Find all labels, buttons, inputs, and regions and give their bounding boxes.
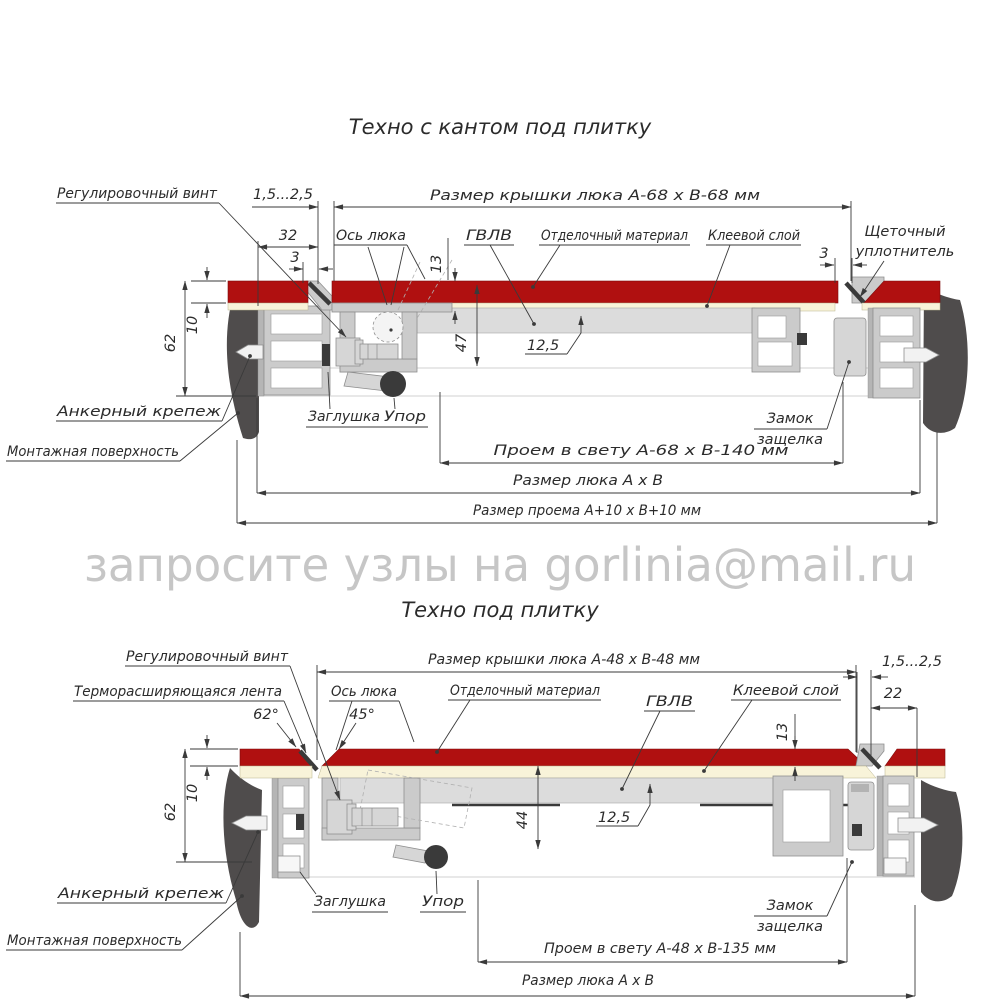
d1-dim-3-right-label: 3 xyxy=(819,246,829,262)
diagram2-title: Техно под плитку xyxy=(401,598,599,622)
diagram2-drawing xyxy=(0,630,1000,1000)
stop-roller xyxy=(380,371,406,397)
mounting-surface-right-2 xyxy=(921,780,962,901)
d1-dim-47-label: 47 xyxy=(454,333,470,353)
d2-dim-62-label: 62 xyxy=(163,802,179,822)
plug-cap-right xyxy=(884,858,906,874)
d1-plug-label: Заглушка xyxy=(308,409,380,425)
d1-adhesive-layer-label: Клеевой слой xyxy=(708,228,800,244)
diagram1-drawing xyxy=(0,170,1000,540)
latch-block-2 xyxy=(848,782,874,850)
watermark: запросите узлы на gorlinia@mail.ru xyxy=(83,538,917,592)
d2-lock-callout xyxy=(754,862,852,935)
d2-clear-opening-label: Проем в свету А-48 х В-135 мм xyxy=(544,941,777,957)
d1-mounting-surface-label: Монтажная поверхность xyxy=(7,444,179,460)
d1-hatch-axis-label: Ось люка xyxy=(336,228,406,244)
d1-lock-label-2: защелка xyxy=(756,432,824,448)
d1-lock-label-1: Замок xyxy=(766,411,814,427)
d2-angle-62 xyxy=(253,707,296,747)
latch-side-bracket-2 xyxy=(856,744,884,768)
outer-frame-left xyxy=(258,306,330,396)
d2-anchor-label: Анкерный крепеж xyxy=(56,886,224,902)
d1-hatch-size-label: Размер люка А х В xyxy=(513,473,664,489)
latch-block xyxy=(834,318,866,376)
d2-finishing-material-callout xyxy=(437,683,601,752)
d1-brush-seal-label-1: Щеточный xyxy=(864,224,946,240)
d2-adjusting-screw-label: Регулировочный винт xyxy=(126,649,289,665)
d2-mounting-surface-label: Монтажная поверхность xyxy=(7,933,182,949)
d2-lid-size-label: Размер крышки люка А-48 х В-48 мм xyxy=(428,652,701,668)
plug-cap-left xyxy=(278,856,300,872)
tile-right-2 xyxy=(885,749,945,766)
gvl-panel xyxy=(417,308,755,333)
latch-keeper xyxy=(322,344,330,366)
d1-gap-label: 1,5...2,5 xyxy=(253,187,313,203)
adjusting-screw xyxy=(360,344,398,359)
d1-lid-size-label: Размер крышки люка А-68 х В-68 мм xyxy=(430,188,761,204)
d1-clear-opening-label: Проем в свету А-68 х В-140 мм xyxy=(493,443,789,459)
d2-finishing-material-label: Отделочный материал xyxy=(450,683,600,699)
d1-gvl-label: ГВЛВ xyxy=(466,228,513,244)
d2-stop-label: Упор xyxy=(422,894,464,910)
d2-dim-12-5-label: 12,5 xyxy=(598,810,631,826)
d1-dim-10 xyxy=(185,267,226,334)
tile-layer-2 xyxy=(240,749,945,766)
d1-finishing-material-callout xyxy=(533,228,690,287)
hinge-axis-circle xyxy=(373,312,403,342)
diagram1-title: Техно с кантом под плитку xyxy=(348,115,652,139)
d2-hatch-axis-label: Ось люка xyxy=(331,684,397,700)
d2-lock-label-1: Замок xyxy=(766,898,814,914)
d2-angle-45-label: 45° xyxy=(349,707,375,723)
d2-angle-45 xyxy=(339,707,375,749)
d1-finishing-material-label: Отделочный материал xyxy=(541,228,688,244)
stop-roller-2 xyxy=(424,845,448,869)
tile-layer xyxy=(228,281,940,303)
tile-lid-2 xyxy=(322,749,866,766)
d1-adjusting-screw-label: Регулировочный винт xyxy=(57,186,218,202)
d1-dim-10-label: 10 xyxy=(185,315,201,335)
d1-mounting-surface-callout xyxy=(6,413,238,461)
lid-frame-latch-side xyxy=(752,308,807,372)
d2-gap-dimension xyxy=(843,654,942,756)
d2-plug-callout xyxy=(300,872,388,912)
d1-anchor-callout xyxy=(56,356,250,421)
tile-lid xyxy=(332,281,838,303)
d1-anchor-label: Анкерный крепеж xyxy=(55,404,221,420)
d1-opening-size-label: Размер проема А+10 х В+10 мм xyxy=(473,503,702,519)
d2-gap-label: 1,5...2,5 xyxy=(882,654,942,670)
d1-stop-callout xyxy=(382,398,428,427)
d2-hatch-size-label: Размер люка А х В xyxy=(522,973,655,989)
d2-thermo-tape-label: Терморасширяющаяся лента xyxy=(74,684,282,700)
d2-gvl-label: ГВЛВ xyxy=(646,694,694,710)
d2-adhesive-layer-label: Клеевой слой xyxy=(733,683,839,699)
d1-dim-3-left xyxy=(289,250,333,283)
d1-brush-seal-label-2: уплотнитель xyxy=(855,244,955,260)
d1-dim-12-5-label: 12,5 xyxy=(527,338,560,354)
plug-lever-2 xyxy=(393,845,428,863)
d2-plug-label: Заглушка xyxy=(314,894,386,910)
d1-dim-13-label: 13 xyxy=(429,254,445,274)
d2-dim-13-label: 13 xyxy=(775,722,791,742)
mounting-surface-left-2 xyxy=(223,768,262,928)
d2-angle-62-label: 62° xyxy=(253,707,279,723)
adjusting-screw-2 xyxy=(352,808,398,826)
d1-dim-32-label: 32 xyxy=(278,228,298,244)
d1-dim-62-label: 62 xyxy=(163,333,179,353)
d2-lock-label-2: защелка xyxy=(756,919,824,935)
d1-dim-3-left-label: 3 xyxy=(290,250,300,266)
d2-dim-44-label: 44 xyxy=(515,810,531,830)
lid-frame-latch-side-2 xyxy=(773,776,843,856)
d2-lid-size-dimension xyxy=(317,652,856,760)
d1-stop-label: Упор xyxy=(384,409,426,425)
d2-mounting-surface-callout xyxy=(6,896,242,950)
d2-dim-10-label: 10 xyxy=(185,783,201,803)
d2-dim-22-label: 22 xyxy=(883,686,903,702)
